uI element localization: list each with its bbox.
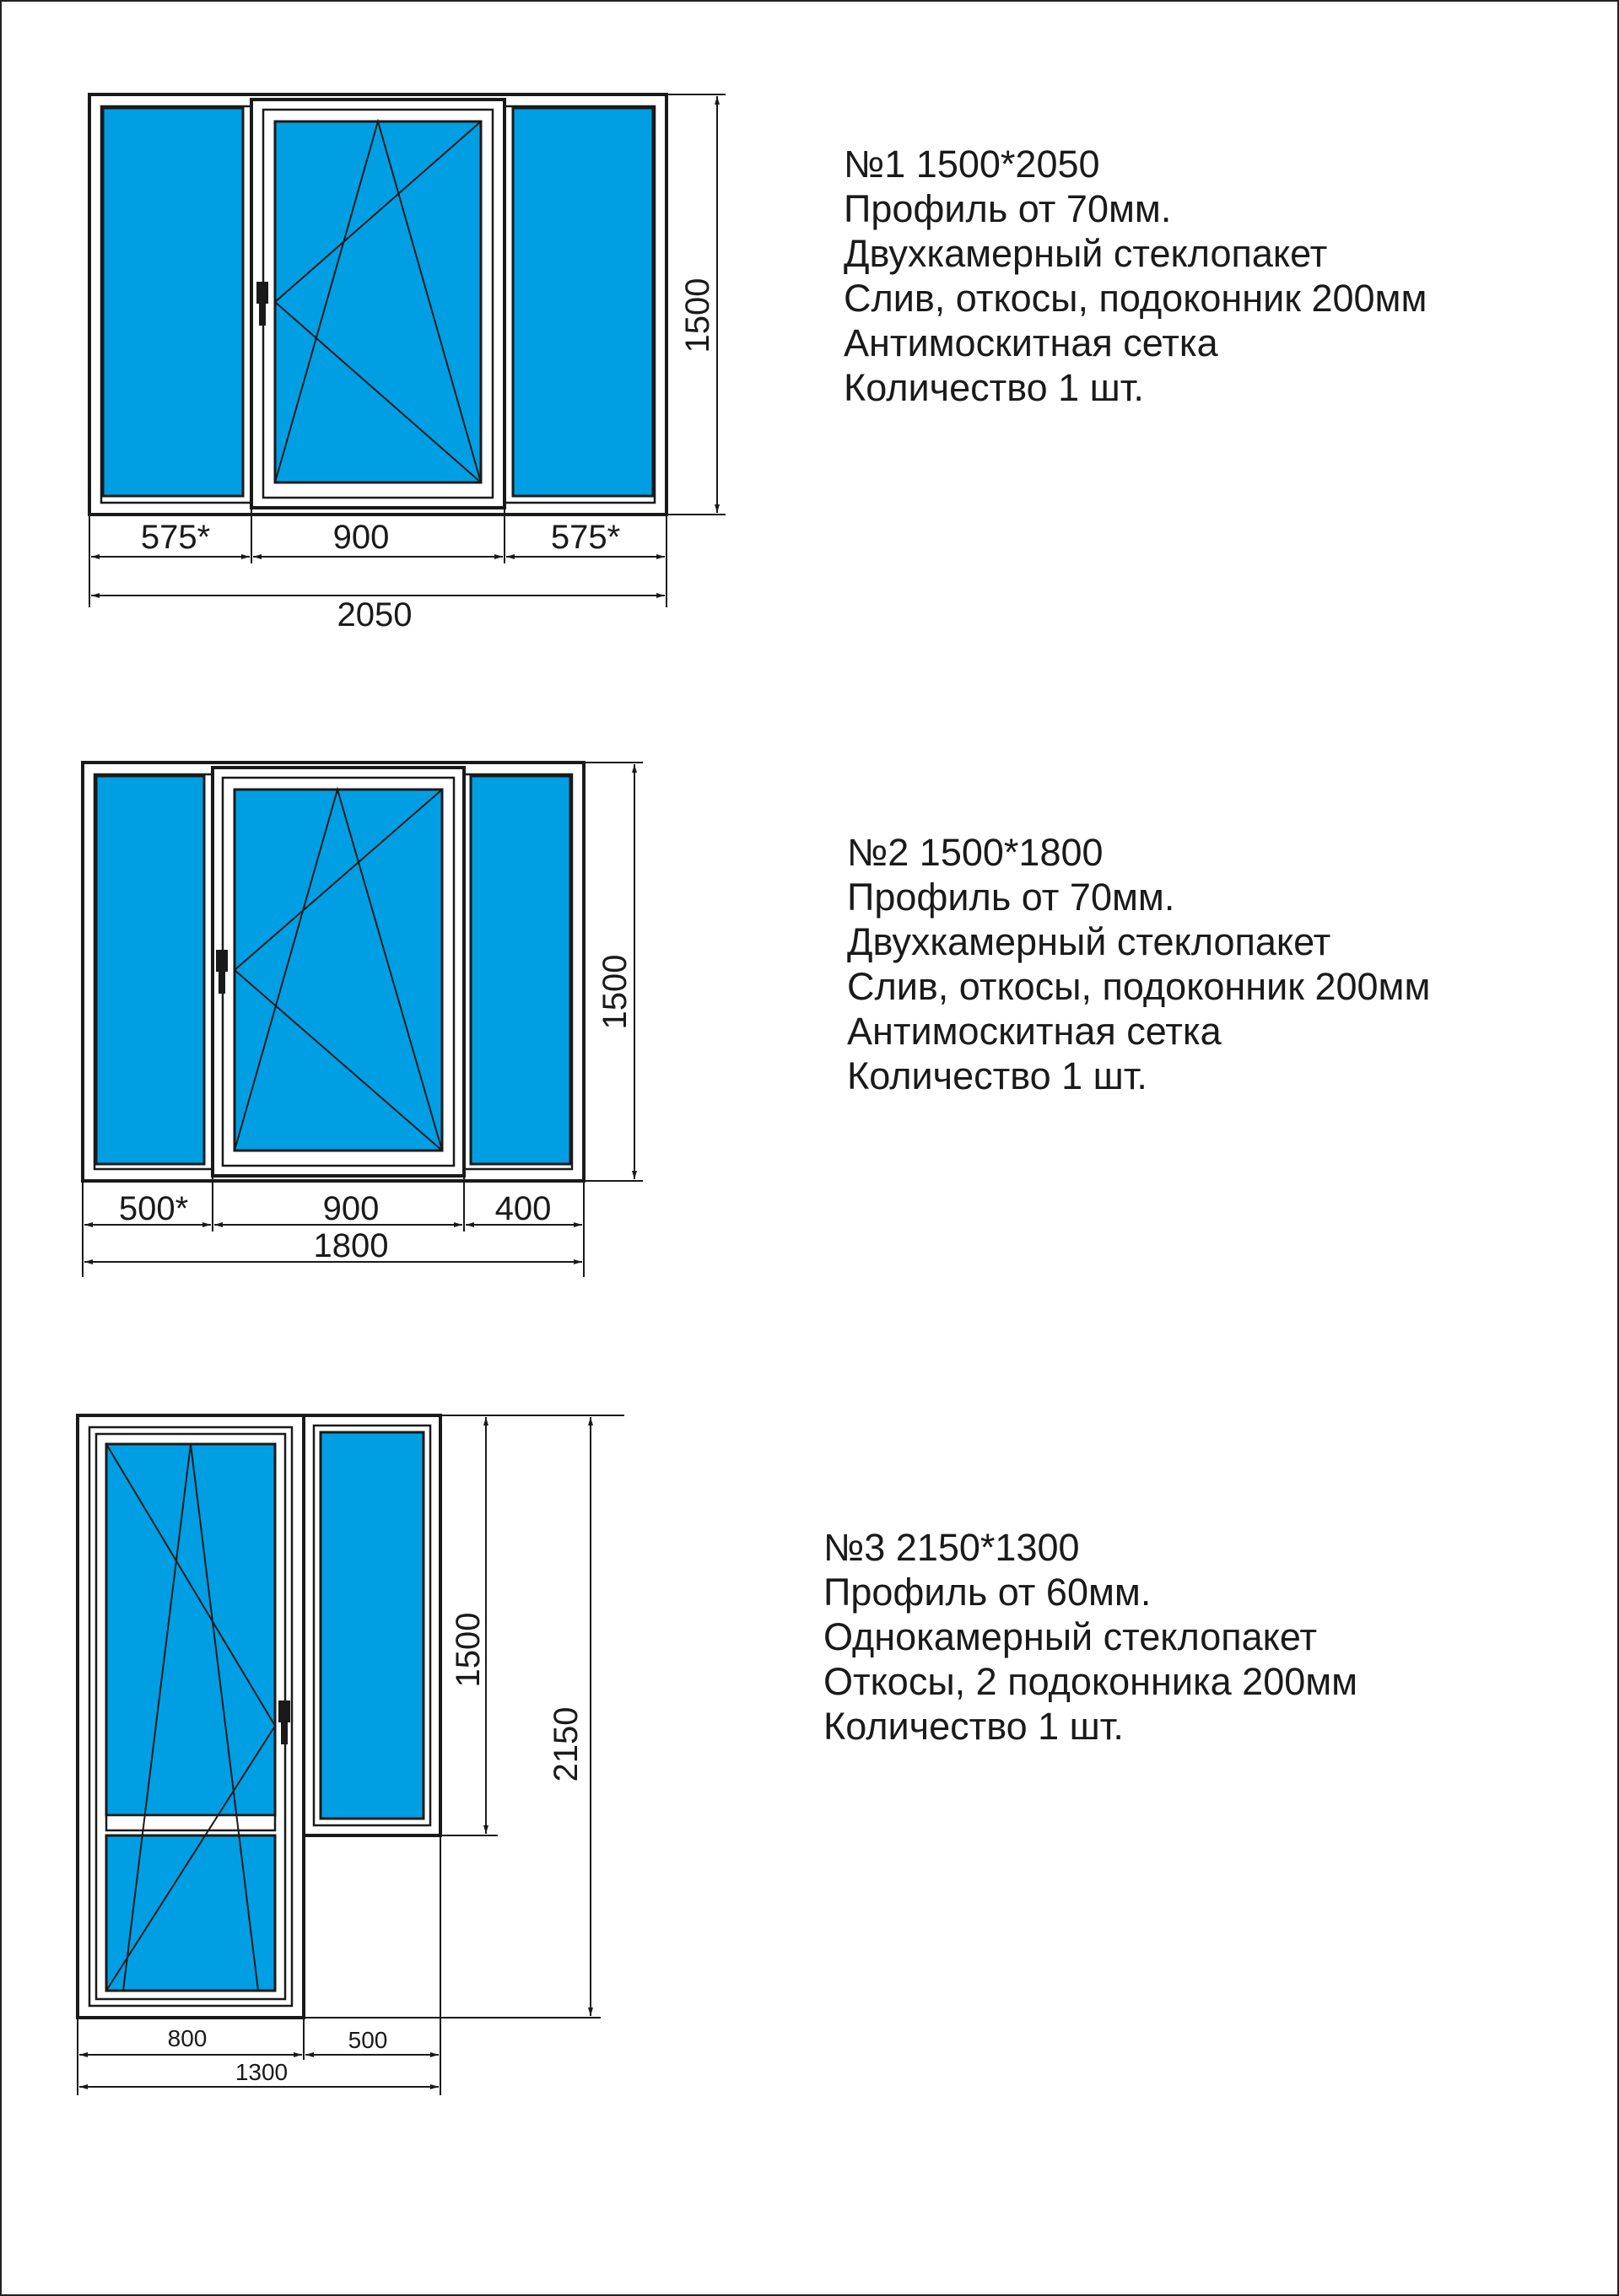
w2-center-glass (235, 790, 442, 1151)
w2-spec-quantity: Количество 1 шт. (847, 1054, 1147, 1097)
window-3-drawing (78, 1415, 624, 2095)
w2-spec-net: Антимоскитная сетка (847, 1010, 1222, 1053)
w3-door-width: 800 (167, 2025, 208, 2051)
w1-spec-net: Антимоскитная сетка (844, 321, 1218, 364)
w1-spec-title: №1 1500*2050 (844, 143, 1100, 186)
w2-spec-title: №2 1500*1800 (847, 831, 1104, 874)
w1-left-width: 575* (140, 519, 211, 556)
w1-height-label: 1500 (679, 278, 716, 353)
w3-spec-title: №3 2150*1300 (823, 1526, 1080, 1569)
window-1-drawing (89, 94, 726, 633)
w3-total-height-label: 2150 (548, 1706, 585, 1782)
w3-spec-glazing: Однокамерный стеклопакет (823, 1615, 1318, 1658)
w2-spec-block (847, 830, 1430, 1098)
w1-spec-block (844, 142, 1427, 410)
w1-total-width: 2050 (337, 596, 413, 633)
w2-left-width: 500* (118, 1190, 189, 1227)
w2-right-glass (471, 776, 570, 1164)
window-2-drawing (83, 763, 643, 1277)
w1-right-width: 575* (550, 519, 621, 556)
w2-right-width: 400 (494, 1190, 552, 1227)
w3-window-width: 500 (348, 2027, 388, 2053)
w3-door-upper-glass (106, 1444, 275, 1815)
w1-right-glass (513, 108, 653, 496)
w3-spec-quantity: Количество 1 шт. (823, 1705, 1124, 1748)
w3-handle-icon (278, 1700, 290, 1722)
w2-left-glass (96, 776, 204, 1164)
w1-spec-glazing: Двухкамерный стеклопакет (844, 232, 1328, 275)
w3-spec-extras: Откосы, 2 подоконника 200мм (823, 1660, 1358, 1703)
w1-left-glass (103, 108, 243, 496)
w1-center-glass (275, 121, 481, 482)
w1-spec-quantity: Количество 1 шт. (844, 366, 1144, 409)
w1-spec-profile: Профиль от 70мм. (844, 187, 1172, 230)
w2-total-width: 1800 (313, 1227, 389, 1264)
w2-spec-extras: Слив, откосы, подоконник 200мм (847, 965, 1431, 1008)
w3-window-height-label: 1500 (450, 1612, 487, 1688)
w3-spec-profile: Профиль от 60мм. (823, 1571, 1152, 1614)
w3-window-glass (321, 1432, 424, 1819)
w2-spec-glazing: Двухкамерный стеклопакет (847, 920, 1331, 963)
w2-spec-profile: Профиль от 70мм. (847, 876, 1175, 919)
w1-handle-icon (256, 282, 268, 304)
w2-height-label: 1500 (596, 954, 634, 1030)
w2-center-width: 900 (322, 1190, 380, 1227)
w2-handle-icon (216, 950, 228, 972)
w1-center-width: 900 (332, 519, 390, 556)
w3-total-width: 1300 (235, 2059, 289, 2085)
w1-spec-extras: Слив, откосы, подоконник 200мм (844, 277, 1427, 320)
w3-spec-block (823, 1525, 1357, 1749)
